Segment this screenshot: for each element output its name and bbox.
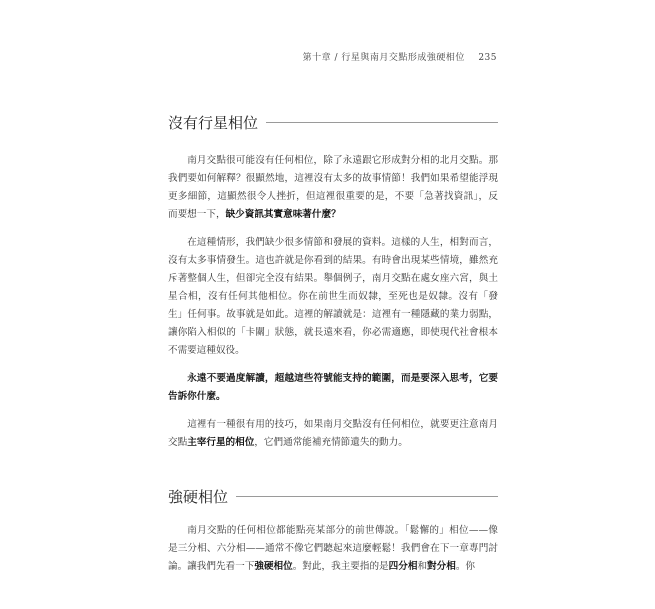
page-number: 235	[478, 53, 497, 63]
paragraph	[168, 416, 498, 452]
heading-rule	[236, 496, 498, 497]
paragraph	[168, 152, 498, 224]
paragraph-text: 。對此，我主要指的是	[292, 561, 389, 572]
page-body	[168, 112, 498, 576]
running-header	[303, 50, 497, 63]
emphasis-text: 四分相	[388, 561, 418, 572]
chapter-title: 第十章 / 行星與南月交點形成強硬相位	[302, 53, 465, 63]
emphasis-text: 缺少資訊其實意味著什麼？	[225, 209, 341, 220]
paragraph-text: ，它們通常能補充情節遺失的動力。	[254, 437, 408, 448]
emphasis-text: 強硬相位	[254, 561, 293, 572]
paragraph-text: 和	[417, 561, 428, 572]
section-title: 沒有行星相位	[168, 113, 259, 132]
paragraph-text: 。你	[455, 561, 475, 572]
paragraph: 在這種情形，我們缺少很多情節和發展的資料。這樣的人生，相對而言，沒有太多事情發生。這也許就是你看到的結果。有時會出現某些情境，雖然充斥著整個人生，但卻完全沒有結果。舉個例子，南月交點在處女座六宮，與土星合相，沒有任何其他相位。你在前世生而奴隸，至死也是奴隸。沒有「發生」任何事。故事就是如此。這裡的解讀就是：這裡有一種隱藏的業力弱點，讓你陷入相似的「卡關」狀態，就長遠來看，你必需適應，即使現代社會根本不需要這種奴役。	[168, 237, 498, 356]
paragraph	[168, 522, 498, 576]
section-heading-hard-aspects	[168, 486, 498, 506]
emphasis-text: 對分相	[427, 561, 456, 572]
heading-rule	[266, 122, 498, 123]
paragraph-text: 這裡有一種很有用的技巧，如果南月交點沒有任何相位，就要更注意南月交點	[168, 419, 498, 448]
paragraph-text: 南月交點的任何相位都能點亮某部分的前世傳說。「鬆懈的」相位——像是三分相、六分相——通常不像它們聽起來這麼輕鬆！我們會在下一章專門討論。讓我們先看一下	[168, 525, 498, 572]
paragraph-text: 南月交點很可能沒有任何相位，除了永遠跟它形成對分相的北月交點。那我們要如何解釋？很顯然地，這裡沒有太多的故事情節！我們如果希望能浮現更多細節，這顯然很令人挫折，但這裡很重要的是，不要「急著找資訊」，反而要想一下，	[168, 155, 498, 220]
emphasis-paragraph: 永遠不要過度解讀，超越這些符號能支持的範圍，而是要深入思考，它要告訴你什麼。	[168, 373, 498, 402]
section-title: 強硬相位	[168, 487, 229, 506]
section-heading-no-aspects	[168, 112, 498, 132]
emphasis-text: 主宰行星的相位	[187, 437, 255, 448]
